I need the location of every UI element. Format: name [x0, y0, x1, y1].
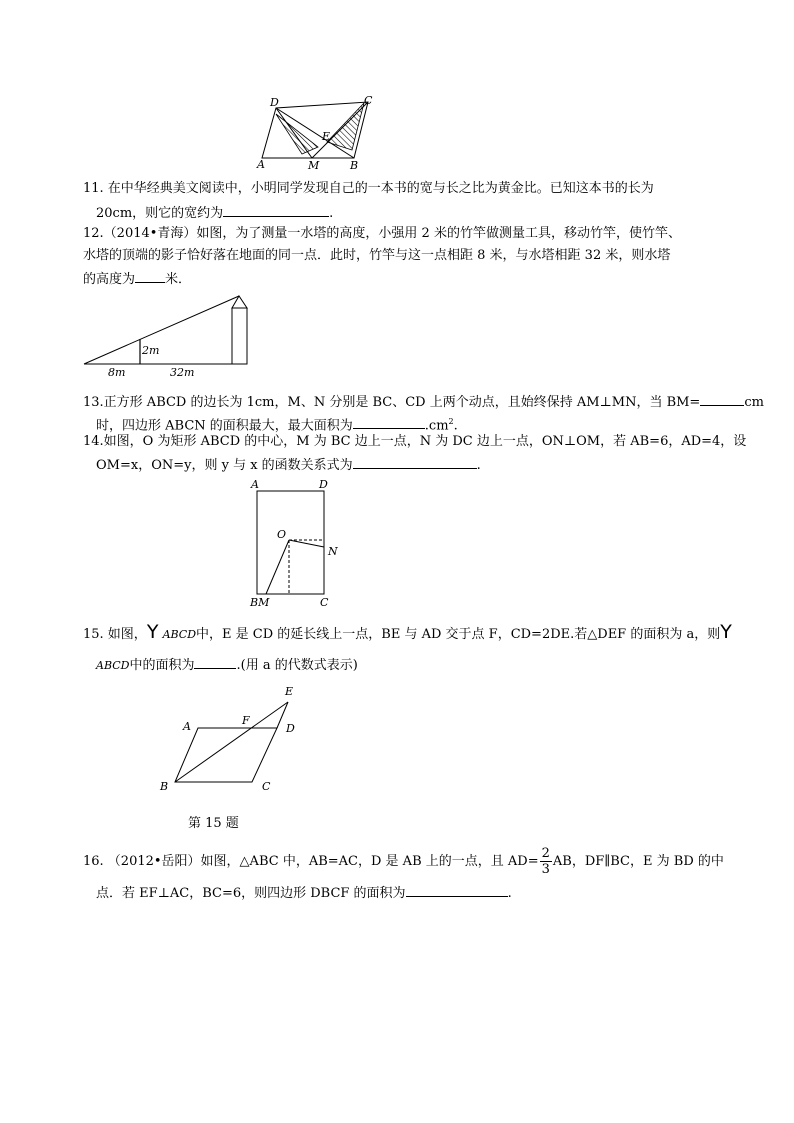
q13-text: 13.正方形 ABCD 的边长为 1cm，M、N 分别是 BC、CD 上两个动点，且始终保持 AM⊥MN，当 BM=	[83, 395, 701, 410]
label-B: B	[350, 159, 359, 170]
q13-answer-blank-2[interactable]	[353, 416, 425, 429]
q16-answer-blank[interactable]	[406, 884, 508, 897]
parallelogram-abcd	[175, 728, 277, 782]
label-A: A	[251, 478, 259, 491]
q15-number: 15. 如图，	[83, 627, 147, 642]
figure-caption: 第 15 题	[188, 816, 239, 831]
segment-on	[289, 540, 324, 547]
shadow-length-label: 8m	[108, 366, 126, 379]
figure-q14-rectangle	[246, 476, 356, 610]
q15-answer-blank[interactable]	[194, 656, 236, 669]
q12-line1: 12.（2014•青海）如图，为了测量一水塔的高度，小强用 2 米的竹竿做测量工具，移动竹竿，使竹竿、	[83, 226, 681, 241]
label-C: C	[364, 94, 373, 107]
label-M: M	[308, 159, 320, 170]
label-E: E	[285, 685, 294, 698]
figure-q15-parallelogram	[150, 680, 310, 800]
fraction-numerator: 2	[541, 846, 550, 861]
pole-to-tower-label: 32m	[170, 366, 195, 379]
q14-line1: 14.如图，O 为矩形 ABCD 的中心，M 为 BC 边上一点，N 为 DC 边上一点，ON⊥OM，若 AB=6，AD=4，设	[83, 434, 747, 449]
label-D: D	[319, 478, 328, 491]
label-B: B	[160, 780, 169, 793]
q11-text: 20cm，则它的宽约为	[96, 206, 224, 221]
label-O: O	[277, 528, 287, 541]
q13-line1	[83, 393, 764, 411]
label-F: F	[242, 714, 250, 727]
q14-text: OM=x，ON=y，则 y 与 x 的函数关系式为	[96, 458, 353, 473]
q14-line2	[96, 456, 481, 474]
q15-abcd: ABCD	[162, 628, 197, 641]
q13-answer-blank-1[interactable]	[700, 393, 744, 406]
q13-unit: cm	[744, 395, 764, 410]
fraction-denominator: 3	[541, 862, 550, 877]
rectangle-abcd	[257, 491, 324, 594]
q11-period: .	[329, 206, 334, 221]
label-C: C	[320, 596, 329, 609]
q13-unit-2: .cm	[424, 418, 449, 434]
shaded-triangle-right	[327, 103, 364, 150]
sun-ray	[84, 296, 239, 364]
q16-period: .	[507, 886, 512, 901]
q12-line3	[83, 270, 191, 288]
q13-period: .	[453, 418, 458, 434]
label-N: N	[328, 545, 338, 558]
label-C: C	[262, 780, 271, 793]
label-E: E	[322, 130, 331, 143]
q14-period: .	[476, 458, 481, 473]
q16-text: 16. （2012•岳阳）如图，△ABC 中，AB=AC，D 是 AB 上的一点，且 AD=	[83, 854, 539, 869]
pole-length-label: 2m	[142, 344, 160, 357]
q12-text: 的高度为	[83, 272, 136, 287]
q11-line2	[96, 204, 333, 222]
q15-line2	[96, 656, 358, 674]
q13-unit-sup: 2	[448, 417, 454, 426]
q13-line2	[96, 414, 458, 434]
figure-q12-water-tower	[80, 288, 260, 380]
label-BM: BM	[250, 596, 270, 609]
q15-abcd-2: ABCD	[96, 659, 130, 672]
label-D: D	[286, 722, 295, 735]
q13-text-2: 时，四边形 ABCN 的面积最大，最大面积为	[96, 418, 353, 434]
q15-note: .(用 a 的代数式表示)	[236, 658, 358, 673]
q16-line2	[96, 884, 512, 902]
fraction-two-thirds	[540, 846, 552, 877]
q12-line2: 水塔的顶端的影子恰好落在地面的同一点．此时，竹竿与这一点相距 8 米，与水塔相距 32 米，则水塔	[83, 248, 671, 263]
q15-line1	[83, 621, 732, 643]
figure-q10-parallelogram	[252, 94, 380, 170]
q12-unit: 米．	[165, 272, 192, 287]
q16-text-3: 点．若 EF⊥AC，BC=6，则四边形 DBCF 的面积为	[96, 886, 406, 901]
label-A: A	[183, 720, 191, 733]
label-D: D	[270, 96, 279, 109]
water-tower	[232, 308, 247, 364]
q12-answer-blank[interactable]	[135, 270, 165, 283]
parallelogram-symbol: Y	[146, 621, 159, 643]
q16-text-2: AB，DF∥BC，E 为 BD 的中	[552, 854, 724, 869]
q14-answer-blank[interactable]	[353, 456, 477, 469]
q16-line1	[83, 842, 724, 882]
q11-line1: 11. 在中华经典美文阅读中，小明同学发现自己的一本书的宽与长之比为黄金比。已知这本书的长为	[83, 181, 654, 196]
q15-text-2: 中的面积为	[129, 658, 195, 673]
parallelogram-symbol-2: Y	[720, 621, 732, 643]
shaded-triangle-left	[276, 114, 318, 154]
q11-answer-blank[interactable]	[223, 204, 329, 217]
q15-text: 中，E 是 CD 的延长线上一点，BE 与 AD 交于点 F，CD=2DE.若△DEF 的面积为 a，则	[196, 627, 721, 642]
segment-om	[266, 540, 289, 594]
label-A: A	[257, 158, 265, 170]
